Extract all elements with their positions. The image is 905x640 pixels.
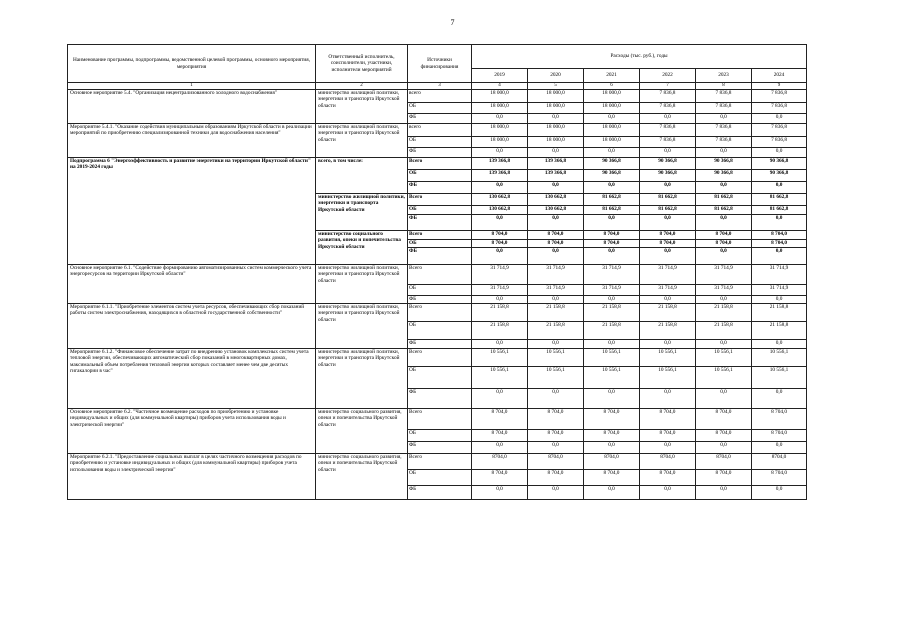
value-cell: 0,0: [696, 114, 752, 124]
value-cell: 0,0: [752, 340, 807, 349]
value-cell: 8 704,0: [472, 409, 528, 430]
header-expenses: Расходы (тыс. руб.), годы: [472, 45, 807, 69]
value-cell: 21 158,8: [696, 304, 752, 322]
table-row: [68, 90, 807, 103]
value-cell: 31 714,9: [472, 265, 528, 285]
value-cell: 18 000,0: [584, 137, 640, 148]
value-cell: 0,0: [472, 340, 528, 349]
value-cell: 7 836,8: [752, 124, 807, 137]
value-cell: 0,0: [640, 182, 696, 194]
value-cell: 90 366,8: [752, 170, 807, 182]
program-name-cell: Подпрограмма 6 "Энергоэффективность и развитие энергетики на территории Иркутской области" на 2019-2024 годы: [68, 158, 316, 265]
value-cell: 18 000,0: [528, 137, 584, 148]
value-cell: 31 714,9: [528, 265, 584, 285]
value-cell: 139 366,8: [472, 158, 528, 170]
value-cell: 8 704,0: [640, 430, 696, 442]
value-cell: 21 158,8: [584, 322, 640, 340]
value-cell: 8 704,0: [472, 231, 528, 240]
funding-source-cell: ОБ: [408, 170, 472, 182]
value-cell: 0,0: [584, 248, 640, 265]
header-year: 2019: [472, 69, 528, 83]
funding-source-cell: Всего: [408, 454, 472, 470]
value-cell: 8 704,0: [752, 409, 807, 430]
executor-cell: министерство жилищной политики, энергетики и транспорта Иркутской области: [316, 349, 408, 409]
value-cell: 0,0: [528, 442, 584, 454]
value-cell: 18 000,0: [584, 90, 640, 103]
value-cell: 8704,0: [640, 454, 696, 470]
funding-source-cell: Всего: [408, 349, 472, 367]
value-cell: 81 662,8: [696, 206, 752, 215]
value-cell: 18 000,0: [472, 90, 528, 103]
header-year: 2020: [528, 69, 584, 83]
value-cell: 0,0: [584, 442, 640, 454]
value-cell: 10 556,1: [584, 367, 640, 389]
value-cell: 0,0: [752, 148, 807, 158]
header-year: 2022: [640, 69, 696, 83]
table-row: [68, 454, 807, 470]
value-cell: 0,0: [528, 486, 584, 500]
value-cell: 10 556,1: [696, 367, 752, 389]
funding-source-cell: Всего: [408, 265, 472, 285]
value-cell: 8 704,0: [528, 409, 584, 430]
value-cell: 0,0: [752, 486, 807, 500]
value-cell: 10 556,1: [752, 367, 807, 389]
value-cell: 0,0: [640, 389, 696, 409]
value-cell: 8 704,0: [528, 231, 584, 240]
value-cell: 7 836,8: [640, 90, 696, 103]
executor-cell: министерство жилищной политики, энергетики и транспорта Иркутской области: [316, 90, 408, 124]
value-cell: 10 556,1: [528, 349, 584, 367]
value-cell: 7 836,8: [640, 103, 696, 114]
header-year: 2023: [696, 69, 752, 83]
value-cell: 130 662,8: [472, 206, 528, 215]
funding-source-cell: Всего: [408, 158, 472, 170]
table-row: [68, 349, 807, 367]
col-number: 4: [472, 83, 528, 90]
value-cell: 8 704,0: [640, 231, 696, 240]
executor-cell: министерство жилищной политики, энергетики и транспорта Иркутской области: [316, 265, 408, 304]
table-row: [68, 265, 807, 285]
value-cell: 18 000,0: [472, 137, 528, 148]
value-cell: 31 714,9: [584, 285, 640, 296]
value-cell: 0,0: [472, 486, 528, 500]
table-row: [68, 124, 807, 137]
value-cell: 90 366,8: [640, 170, 696, 182]
value-cell: 21 158,8: [528, 322, 584, 340]
value-cell: 31 714,9: [696, 265, 752, 285]
value-cell: 81 662,8: [640, 206, 696, 215]
value-cell: 81 662,8: [584, 194, 640, 206]
value-cell: 18 000,0: [472, 124, 528, 137]
value-cell: 81 662,8: [640, 194, 696, 206]
value-cell: 90 366,8: [584, 170, 640, 182]
value-cell: 31 714,9: [696, 285, 752, 296]
col-number: 7: [640, 83, 696, 90]
value-cell: 90 366,8: [696, 170, 752, 182]
value-cell: 31 714,9: [640, 265, 696, 285]
value-cell: 0,0: [528, 248, 584, 265]
col-number: 6: [584, 83, 640, 90]
funding-source-cell: всего: [408, 90, 472, 103]
value-cell: 0,0: [528, 296, 584, 304]
value-cell: 8704,0: [472, 454, 528, 470]
expenditure-table: [67, 44, 807, 500]
funding-source-cell: ОБ: [408, 206, 472, 215]
table-row: [68, 158, 807, 170]
value-cell: 8 704,0: [640, 409, 696, 430]
value-cell: 8 704,0: [752, 430, 807, 442]
funding-source-cell: всего: [408, 124, 472, 137]
value-cell: 21 158,8: [528, 304, 584, 322]
value-cell: 8704,0: [752, 454, 807, 470]
executor-cell: всего, в том числе:: [316, 158, 408, 194]
value-cell: 0,0: [752, 215, 807, 231]
funding-source-cell: ФБ: [408, 296, 472, 304]
col-number: 8: [696, 83, 752, 90]
value-cell: 0,0: [528, 182, 584, 194]
value-cell: 10 556,1: [528, 367, 584, 389]
value-cell: 0,0: [752, 296, 807, 304]
value-cell: 8 704,0: [528, 470, 584, 486]
value-cell: 0,0: [472, 296, 528, 304]
value-cell: 8 704,0: [584, 470, 640, 486]
value-cell: 7 836,8: [696, 124, 752, 137]
value-cell: 7 836,8: [752, 103, 807, 114]
value-cell: 0,0: [584, 340, 640, 349]
value-cell: 31 714,9: [472, 285, 528, 296]
value-cell: 10 556,1: [472, 349, 528, 367]
value-cell: 8 704,0: [640, 240, 696, 248]
value-cell: 8704,0: [696, 454, 752, 470]
value-cell: 0,0: [528, 114, 584, 124]
value-cell: 130 662,8: [472, 194, 528, 206]
value-cell: 8 704,0: [696, 470, 752, 486]
funding-source-cell: ФБ: [408, 442, 472, 454]
value-cell: 18 000,0: [472, 103, 528, 114]
value-cell: 0,0: [696, 486, 752, 500]
executor-cell: министерство социального развития, опеки и попечительства Иркутской области: [316, 454, 408, 500]
value-cell: 0,0: [752, 114, 807, 124]
program-name-cell: Мероприятие 6.1.2. "Финансовое обеспечение затрат по внедрению установок комплексных систем учета тепловой энергии, обеспечивающих автоматический сбор показаний в многоквартирных домах, максимальный объем потребления тепловой энергии которых составляет менее чем две десятых гигакалории в час": [68, 349, 316, 409]
value-cell: 8 704,0: [584, 240, 640, 248]
value-cell: 130 662,8: [528, 206, 584, 215]
program-name-cell: Мероприятие 5.4.1. "Оказание содействия муниципальным образованиям Иркутской области в реализации мероприятий по приобретению специализированной техники для водоснабжения населения": [68, 124, 316, 158]
program-name-cell: Мероприятие 6.1.1. "Приобретение элементов систем учета ресурсов, обеспечивающих сбор показаний работы систем электроснабжения, находящихся в областной государственной собственности": [68, 304, 316, 349]
value-cell: 0,0: [472, 215, 528, 231]
value-cell: 0,0: [696, 182, 752, 194]
value-cell: 10 556,1: [640, 367, 696, 389]
value-cell: 0,0: [584, 148, 640, 158]
value-cell: 0,0: [696, 389, 752, 409]
funding-source-cell: ОБ: [408, 430, 472, 442]
value-cell: 0,0: [696, 340, 752, 349]
funding-source-cell: ОБ: [408, 137, 472, 148]
value-cell: 0,0: [752, 182, 807, 194]
executor-cell: министерство жилищной политики, энергетики и транспорта Иркутской области: [316, 304, 408, 349]
value-cell: 0,0: [696, 215, 752, 231]
value-cell: 0,0: [472, 248, 528, 265]
value-cell: 10 556,1: [640, 349, 696, 367]
funding-source-cell: Всего: [408, 194, 472, 206]
value-cell: 0,0: [584, 486, 640, 500]
value-cell: 10 556,1: [752, 349, 807, 367]
value-cell: 0,0: [640, 248, 696, 265]
value-cell: 31 714,9: [752, 265, 807, 285]
value-cell: 0,0: [472, 114, 528, 124]
funding-source-cell: ФБ: [408, 114, 472, 124]
funding-source-cell: ФБ: [408, 248, 472, 265]
value-cell: 21 158,8: [752, 322, 807, 340]
value-cell: 0,0: [696, 442, 752, 454]
value-cell: 139 366,8: [528, 158, 584, 170]
value-cell: 21 158,8: [696, 322, 752, 340]
value-cell: 0,0: [472, 148, 528, 158]
table-body: [68, 90, 807, 500]
header-year: 2021: [584, 69, 640, 83]
value-cell: 0,0: [640, 148, 696, 158]
value-cell: 7 836,8: [752, 137, 807, 148]
value-cell: 90 366,8: [584, 158, 640, 170]
col-number: 9: [752, 83, 807, 90]
col-number: 2: [316, 83, 408, 90]
value-cell: 81 662,8: [752, 206, 807, 215]
value-cell: 10 556,1: [472, 367, 528, 389]
value-cell: 0,0: [696, 296, 752, 304]
header-year: 2024: [752, 69, 807, 83]
value-cell: 0,0: [584, 215, 640, 231]
funding-source-cell: ФБ: [408, 148, 472, 158]
value-cell: 8 704,0: [752, 470, 807, 486]
value-cell: 139 366,8: [528, 170, 584, 182]
value-cell: 8 704,0: [584, 231, 640, 240]
value-cell: 21 158,8: [640, 322, 696, 340]
executor-cell: министерство жилищной политики, энергетики и транспорта Иркутской области: [316, 194, 408, 231]
value-cell: 8 704,0: [696, 231, 752, 240]
program-name-cell: Основное мероприятие 6.2. "Частичное возмещение расходов по приобретению и установке индивидуальных и общих (для коммунальной квартиры) приборов учета использования воды и электрической энергии": [68, 409, 316, 454]
value-cell: 0,0: [528, 389, 584, 409]
value-cell: 10 556,1: [696, 349, 752, 367]
funding-source-cell: ФБ: [408, 182, 472, 194]
value-cell: 81 662,8: [584, 206, 640, 215]
value-cell: 0,0: [696, 148, 752, 158]
value-cell: 0,0: [472, 389, 528, 409]
header-executor: Ответственный исполнитель, соисполнители, участники, исполнители мероприятий: [316, 45, 408, 83]
funding-source-cell: Всего: [408, 409, 472, 430]
value-cell: 21 158,8: [472, 322, 528, 340]
value-cell: 0,0: [752, 248, 807, 265]
value-cell: 10 556,1: [584, 349, 640, 367]
value-cell: 18 000,0: [584, 103, 640, 114]
value-cell: 7 836,8: [640, 137, 696, 148]
value-cell: 8 704,0: [528, 240, 584, 248]
value-cell: 31 714,9: [528, 285, 584, 296]
funding-source-cell: ФБ: [408, 486, 472, 500]
value-cell: 139 366,8: [472, 170, 528, 182]
executor-cell: министерство социального развития, опеки и попечительства Иркутской области: [316, 409, 408, 454]
value-cell: 7 836,8: [752, 90, 807, 103]
value-cell: 0,0: [528, 215, 584, 231]
value-cell: 8 704,0: [752, 240, 807, 248]
funding-source-cell: ОБ: [408, 470, 472, 486]
value-cell: 8 704,0: [640, 470, 696, 486]
value-cell: 8704,0: [584, 454, 640, 470]
value-cell: 0,0: [472, 442, 528, 454]
funding-source-cell: ОБ: [408, 367, 472, 389]
value-cell: 0,0: [752, 389, 807, 409]
value-cell: 130 662,8: [528, 194, 584, 206]
value-cell: 0,0: [584, 182, 640, 194]
value-cell: 90 366,8: [640, 158, 696, 170]
value-cell: 21 158,8: [752, 304, 807, 322]
value-cell: 8 704,0: [696, 430, 752, 442]
value-cell: 18 000,0: [584, 124, 640, 137]
value-cell: 0,0: [528, 340, 584, 349]
value-cell: 90 366,8: [696, 158, 752, 170]
value-cell: 18 000,0: [528, 124, 584, 137]
program-name-cell: Мероприятие 6.2.1. "Предоставление социальных выплат в целях частичного возмещения расходов по приобретению и установке индивидуальных и общих (для коммунальной квартиры) приборов учета использования воды и электрической энергии": [68, 454, 316, 500]
executor-cell: министерство жилищной политики, энергетики и транспорта Иркутской области: [316, 124, 408, 158]
value-cell: 8 704,0: [696, 240, 752, 248]
col-number: 1: [68, 83, 316, 90]
value-cell: 8 704,0: [472, 470, 528, 486]
value-cell: 0,0: [640, 442, 696, 454]
funding-source-cell: ОБ: [408, 240, 472, 248]
value-cell: 0,0: [640, 296, 696, 304]
funding-source-cell: ОБ: [408, 103, 472, 114]
value-cell: 0,0: [584, 114, 640, 124]
value-cell: 0,0: [640, 215, 696, 231]
header-source: Источники финансирования: [408, 45, 472, 83]
value-cell: 81 662,8: [696, 194, 752, 206]
value-cell: 81 662,8: [752, 194, 807, 206]
value-cell: 21 158,8: [640, 304, 696, 322]
value-cell: 8 704,0: [696, 409, 752, 430]
value-cell: 0,0: [640, 340, 696, 349]
value-cell: 0,0: [752, 442, 807, 454]
value-cell: 0,0: [472, 182, 528, 194]
program-name-cell: Основное мероприятие 5.4. "Организация нецентрализованного холодного водоснабжения": [68, 90, 316, 124]
funding-source-cell: ОБ: [408, 322, 472, 340]
value-cell: 7 836,8: [640, 124, 696, 137]
value-cell: 7 836,8: [696, 90, 752, 103]
funding-source-cell: ФБ: [408, 340, 472, 349]
column-numbers-row: [68, 83, 807, 90]
program-name-cell: Основное мероприятие 6.1. "Содействие формированию автоматизированных систем коммерческого учета энергоресурсов на территории Иркутской области": [68, 265, 316, 304]
value-cell: 8 704,0: [584, 409, 640, 430]
funding-source-cell: ОБ: [408, 285, 472, 296]
value-cell: 31 714,9: [752, 285, 807, 296]
value-cell: 8 704,0: [584, 430, 640, 442]
table-row: [68, 409, 807, 430]
value-cell: 8 704,0: [472, 240, 528, 248]
value-cell: 90 366,8: [752, 158, 807, 170]
value-cell: 0,0: [640, 486, 696, 500]
page-number: 7: [450, 18, 455, 27]
funding-source-cell: ФБ: [408, 389, 472, 409]
value-cell: 0,0: [696, 248, 752, 265]
value-cell: 8 704,0: [752, 231, 807, 240]
funding-source-cell: Всего: [408, 231, 472, 240]
value-cell: 21 158,8: [472, 304, 528, 322]
funding-source-cell: ФБ: [408, 215, 472, 231]
col-number: 5: [528, 83, 584, 90]
funding-source-cell: Всего: [408, 304, 472, 322]
value-cell: 21 158,8: [584, 304, 640, 322]
col-number: 3: [408, 83, 472, 90]
header-name: Наименование программы, подпрограммы, ведомственной целевой программы, основного мероприятия, мероприятия: [68, 45, 316, 83]
value-cell: 8 704,0: [528, 430, 584, 442]
value-cell: 7 836,8: [696, 137, 752, 148]
table-row: [68, 304, 807, 322]
value-cell: 31 714,9: [584, 265, 640, 285]
value-cell: 8704,0: [528, 454, 584, 470]
value-cell: 0,0: [640, 114, 696, 124]
value-cell: 0,0: [584, 296, 640, 304]
value-cell: 18 000,0: [528, 90, 584, 103]
value-cell: 18 000,0: [528, 103, 584, 114]
executor-cell: министерство социального развития, опеки и попечительства Иркутской области: [316, 231, 408, 265]
value-cell: 7 836,8: [696, 103, 752, 114]
value-cell: 0,0: [528, 148, 584, 158]
value-cell: 0,0: [584, 389, 640, 409]
value-cell: 8 704,0: [472, 430, 528, 442]
value-cell: 31 714,9: [640, 285, 696, 296]
